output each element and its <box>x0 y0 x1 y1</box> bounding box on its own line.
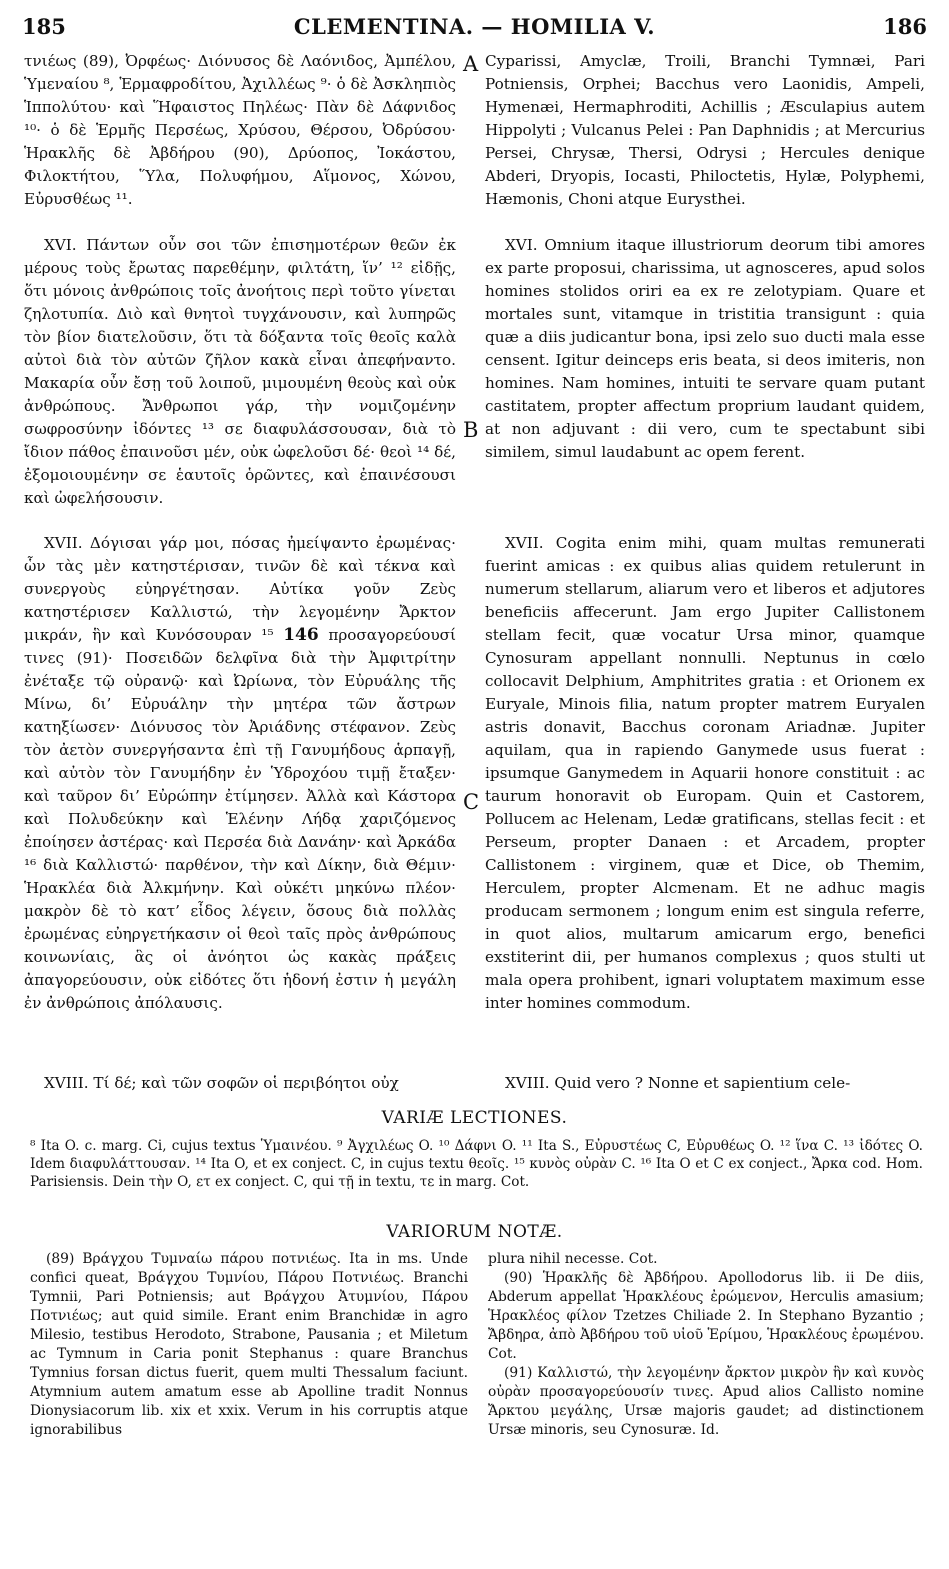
greek-paragraph: XVII. Δόγισαι γάρ μοι, πόσας ἠμείψαντο ἐρωμένας· ὧν τὰς μὲν κατηστέρισαν, τινῶν δὲ καὶ τέκνα καὶ συνεργοὺς εὐηργέτησαν. Αὐτίκα γοῦν Ζεὺς κατηστέρισεν Καλλιστώ, τὴν λεγομένην Ἄρκτον μικράν, ἣν καὶ Κυνόσουραν ¹⁵ 146 προσαγορεύουσί τινες (91)· Ποσειδῶν δελφῖνα διὰ τὴν Ἀμφιτρίτην ἐνέταξε τῷ οὐρανῷ· καὶ Ὠρίωνα, τὸν Εὐρυάλης τῆς Μίνω, δι’ Εὐρυάλην τὴν μητέρα τῶν ἄστρων κατηξίωσεν· Διόνυσος τὸν Ἀριάδνης στέφανον. Ζεὺς τὸν ἀετὸν συνεργήσαντα ἐπὶ τῇ Γανυμήδους ἁρπαγῇ, καὶ αὐτὸν τὸν Γανυμήδην ἐν Ὑδροχόου τιμῇ ἔταξεν· καὶ ταῦρον δι’ Εὐρώπην ἐτίμησεν. Ἀλλὰ καὶ Κάστορα καὶ Πολυδεύκην καὶ Ἑλένην Λήδᾳ χαριζόμενος ἐποίησεν ἀστέρας· καὶ Περσέα διὰ Δανάην· καὶ Ἀρκάδα ¹⁶ διὰ Καλλιστώ· παρθένον, τὴν καὶ Δίκην, διὰ Θέμιν· Ἡρακλέα διὰ Ἀλκμήνην. Καὶ οὐκέτι μηκύνω πλέον· μακρὸν δὲ τὸ κατ’ εἶδος λέγειν, ὅσους διὰ πολλὰς ἐρωμένας εὐηργετήκασιν οἱ θεοὶ ταῖς πρὸς ἀνθρώπους κοινωνίαις, ἃς οἱ ἀνόητοι ὡς κακὰς πράξεις ἀπαγορεύουσιν, οὐκ εἰδότες ὅτι ἡδονή ἐστιν ἡ μεγάλη ἐν ἀνθρώποις ἀπόλαυσις. <box>24 534 457 1012</box>
page-number-left: 185 <box>22 14 66 39</box>
note-paragraph: (89) Βράγχου Τυμναίω πάρου ποτνιέως. Ita in ms. Unde confici queat, Βράγχου Τυμνίου, Πάρου Ποτνιέως. Branchi Tymnii, Pari Potniensis; aut Βράγχου Ἀτυμνίου, Πάρου Ποτνιέως; aut quid simile. Erant enim Branchidæ in agro Milesio, testibus Herodoto, Strabone, Pausania ; et Miletum ac Tymnum in Caria ponit Stephanus : quare Branchus Tymnius forsan dictus fuerit, quem multi Thessalum faciunt. Atymnium autem amatum esse ab Apolline tradit Nonnus Dionysiacorum lib. xix et xxix. Verum in his corruptis atque ignorabilibus <box>30 1251 468 1438</box>
greek-paragraph: τνιέως (89), Ὀρφέως· Διόνυσος δὲ Λαόνιδος, Ἀμπέλου, Ὑμεναίου ⁸, Ἑρμαφροδίτου, Ἀχιλλέως ⁹· ὁ δὲ Ἀσκληπιὸς Ἱππολύτου· καὶ Ἥφαιστος Πηλέως· Πὰν δὲ Δάφνιδος ¹⁰· ὁ δὲ Ἑρμῆς Περσέως, Χρύσου, Θέρσου, Ὀδρύσου· Ἡρακλῆς δὲ Ἀβδήρου (90), Δρύοπος, Ἰοκάστου, Φιλοκτήτου, Ὕλα, Πολυφήμου, Αἵμονος, Χώνου, Εὐρυσθέως ¹¹. <box>24 52 456 208</box>
greek-section-xviii <box>24 1072 456 1095</box>
latin-paragraph: XVI. Omnium itaque illustriorum deorum tibi amores ex parte proposui, charissima, ut agnosceres, apud solos homines stolidos oriri ea ex re zelotypiam. Quare et mortales sunt, vitamque in tristitia transigunt : quia quæ a diis judicantur bona, ipsi zelo suo ducti mala esse censent. Igitur deinceps eris beata, si deos imiteris, non homines. Nam homines, intuiti te servare quam putant castitatem, propter affectum proprium laudant quidem, at non adjuvant : dii vero, cum te spectabunt sibi similem, simul laudabunt ac opem ferent. <box>485 236 925 461</box>
running-title: CLEMENTINA. — HOMILIA V. <box>293 14 656 39</box>
latin-section-xviii <box>485 1072 925 1095</box>
note-paragraph: (91) Καλλιστώ, τὴν λεγομένην ἄρκτον μικρὸν ἣν καὶ κυνὸς οὐρὰν προσαγορεύουσίν τινες. Apud alios Callisto nomine Ἄρκτου μεγάλης, Ursæ majoris gaudet; ad distinctionem Ursæ minoris, seu Cynosuræ. Id. <box>488 1365 924 1438</box>
latin-section-xvi <box>485 234 925 464</box>
margin-marker-b: B <box>463 418 479 442</box>
margin-marker-c: C <box>463 790 480 814</box>
lectiones-heading: VARIÆ LECTIONES. <box>381 1108 568 1128</box>
page-number-right: 186 <box>883 14 927 39</box>
margin-marker-a: A <box>463 52 479 76</box>
latin-section-xvii <box>485 532 925 1015</box>
notae-heading: VARIORUM NOTÆ. <box>386 1222 563 1242</box>
greek-paragraph: XVI. Πάντων οὖν σοι τῶν ἐπισημοτέρων θεῶν ἐκ μέρους τοὺς ἔρωτας παρεθέμην, φιλτάτη, ἵν’ ¹² εἰδῇς, ὅτι μόνοις ἀνθρώποις τοῖς ἀνοήτοις περὶ τοῦτο γίνεται ζηλοτυπία. Διὸ καὶ θνητοὶ τυγχάνουσιν, καὶ λυπηρῶς τὸν βίον διατελοῦσιν, ὅτι τὰ δόξαντα τοῖς θεοῖς καλὰ αὐτοὶ διὰ τὸν αὐτῶν ζῆλον κακὰ εἶναι ἀπεφήναντο. Μακαρία οὖν ἔσῃ τοῦ λοιποῦ, μιμουμένη θεοὺς καὶ οὐκ ἀνθρώπους. Ἄνθρωποι γάρ, τὴν νομιζομένην σωφροσύνην ἰδόντες ¹³ σε διαφυλάσσουσαν, διὰ τὸ ἴδιον πάθος ἐπαινοῦσι μέν, οὐκ ὠφελοῦσι δέ· θεοὶ ¹⁴ δέ, ἐξομοιουμένην σε ἑαυτοῖς ὁρῶντες, καὶ ἐπαινέσουσι καὶ ὠφελήσουσιν. <box>24 236 456 507</box>
greek-paragraph: XVIII. Τί δέ; καὶ τῶν σοφῶν οἱ περιβόητοι οὐχ <box>44 1074 399 1092</box>
note-paragraph: plura nihil necesse. Cot. <box>488 1251 658 1267</box>
latin-paragraph: XVII. Cogita enim mihi, quam multas remunerati fuerint amicas : ex quibus alias quidem retulerunt in numerum stellarum, aliarum vero et liberos et adjutores beneficiis affecerunt. Jam ergo Jupiter Callistonem stellam fecit, quæ vocatur Ursa minor, quamque Cynosuram appellant nonnulli. Neptunus in cœlo collocavit Delphium, Amphitrites gratia : et Orionem ex Euryale, Minois filia, natum propter matrem Euryalen astris donavit, Bacchus coronam Ariadnæ. Jupiter aquilam, qua in rapiendo Ganymede usus fuerat : ipsumque Ganymedem in Aquarii honore constituit : ac taurum honoravit ob Europam. Quin et Castorem, Pollucem ac Helenam, Ledæ gratificans, stellas fecit : et Perseum, propter Danaen : et Arcadem, propter Callistonem : virginem, quæ et Dice, ob Themim, Herculem, propter Alcmenam. Et ne adhuc magis producam sermonem ; longum enim est singula referre, in quot alios, multarum amicarum ergo, benefici exstiterint dii, per humanos complexus ; quos stulti ut mala opera prohibent, ignari voluptatem maximum esse inter homines commodum. <box>485 534 925 1012</box>
lectiones-text: ⁸ Ita O. c. marg. Ci, cujus textus Ὑμαινέου. ⁹ Ἀγχιλέως O. ¹⁰ Δάφνι O. ¹¹ Ita S., Εὐρυστέως C, Εὐρυθέως O. ¹² ἵνα C. ¹³ ἰδότες O. Idem διαφυλάττουσαν. ¹⁴ Ita O, et ex conject. C, in cujus textu θεοῖς. ¹⁵ κυνὸς οὐρὰν C. ¹⁶ Ita O et C ex conject., Ἄρκα cod. Hom. Parisiensis. Dein τὴν O, ετ ex conject. C, qui τῇ in textu, τε in marg. Cot. <box>30 1138 923 1190</box>
column-number: 146 <box>283 625 319 645</box>
latin-paragraph: XVIII. Quid vero ? Nonne et sapientium cele- <box>505 1074 851 1092</box>
latin-section-intro <box>485 50 925 211</box>
page-header <box>22 14 927 42</box>
notae-left-column <box>30 1250 468 1440</box>
notae-right-column <box>488 1250 924 1440</box>
greek-section-xvii <box>24 532 456 1015</box>
greek-section-intro <box>24 50 456 211</box>
note-paragraph: (90) Ἡρακλῆς δὲ Ἀβδήρου. Apollodorus lib. ii De diis, Abderum appellat Ἡρακλέους ἐρώμενον, Herculis amasium; Ἡρακλέος φίλον Tzetzes Chiliade 2. In Stephano Byzantio ; Ἄβδηρα, ἀπὸ Ἀβδήρου τοῦ υἱοῦ Ἑρίμου, Ἡρακλέους ἐρωμένου. Cot. <box>488 1270 924 1362</box>
latin-paragraph: Cyparissi, Amyclæ, Troili, Branchi Tymnæi, Pari Potniensis, Orphei; Bacchus vero Laonidis, Ampeli, Hymenæi, Hermaphroditi, Achillis ; Æsculapius autem Hippolyti ; Vulcanus Pelei : Pan Daphnidis ; at Mercurius Persei, Chrysæ, Thersi, Odrysi ; Hercules denique Abderi, Dryopis, Iocasti, Philoctetis, Hylæ, Polyphemi, Hæmonis, Choni atque Eurysthei. <box>485 52 925 208</box>
greek-section-xvi <box>24 234 456 510</box>
